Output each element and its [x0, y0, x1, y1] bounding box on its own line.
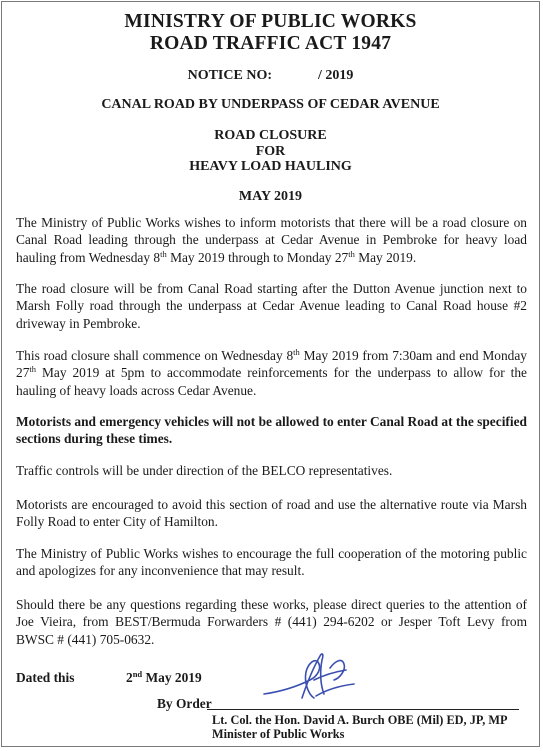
paragraph-closure-announcement: The Ministry of Public Works wishes to inform motorists that there will be a road closure on Canal Road leading through the underpass at Cedar Avenue in Pembroke for heavy load hauling from Wednesday 8th May 2019 through to Monday 27th May 2019. — [16, 215, 527, 265]
closure-heading-line2: FOR — [255, 144, 286, 159]
paragraph-alternative-route: Motorists are encouraged to avoid this section of road and use the alternative route via Marsh Folly Road to enter City of Hamilton. — [16, 497, 527, 530]
notice-date: MAY 2019 — [238, 189, 303, 204]
closure-heading-line1: ROAD CLOSURE — [214, 128, 327, 143]
notice-document — [1, 1, 540, 747]
dated-value: 2nd May 2019 — [126, 669, 202, 685]
notice-label: NOTICE NO: — [187, 68, 272, 83]
notice-number: / 2019 — [318, 68, 354, 83]
signatory-name: Lt. Col. the Hon. David A. Burch OBE (Mil) ED, JP, MP — [212, 713, 508, 727]
by-order-label: By Order — [157, 696, 212, 711]
handwritten-signature — [258, 650, 358, 708]
paragraph-traffic-controls: Traffic controls will be under direction of the BELCO representatives. — [16, 463, 393, 478]
paragraph-no-entry-warning: Motorists and emergency vehicles will not be allowed to enter Canal Road at the specified sections during these times. — [16, 414, 527, 447]
dated-label: Dated this — [16, 670, 75, 685]
paragraph-contacts: Should there be any questions regarding these works, please direct queries to the attention of Joe Vieira, from BEST/Bermuda Forwarders # (441) 294-6202 or Jesper Toft Levy from BWSC # (441) 705-0632. — [16, 597, 527, 647]
location-heading: CANAL ROAD BY UNDERPASS OF CEDAR AVENUE — [101, 97, 440, 112]
paragraph-closure-times: This road closure shall commence on Wednesday 8th May 2019 from 7:30am and end Monday 27th May 2019 at 5pm to accommodate reinforcements for the underpass to allow for the hauling of heavy loads across Cedar Avenue. — [16, 347, 527, 398]
signature-line — [207, 709, 519, 710]
ministry-title: MINISTRY OF PUBLIC WORKS — [124, 11, 417, 32]
paragraph-cooperation: The Ministry of Public Works wishes to encourage the full cooperation of the motoring public and apologizes for any inconvenience that may result. — [16, 546, 527, 579]
act-title: ROAD TRAFFIC ACT 1947 — [149, 33, 392, 54]
signatory-title: Minister of Public Works — [212, 727, 345, 741]
notice-number-line — [2, 68, 539, 84]
closure-heading-line3: HEAVY LOAD HAULING — [189, 159, 352, 174]
paragraph-closure-route: The road closure will be from Canal Road starting after the Dutton Avenue junction next to Marsh Folly road through the underpass at Cedar Avenue leading to Canal Road house #2 driveway in Pembroke. — [16, 281, 527, 331]
